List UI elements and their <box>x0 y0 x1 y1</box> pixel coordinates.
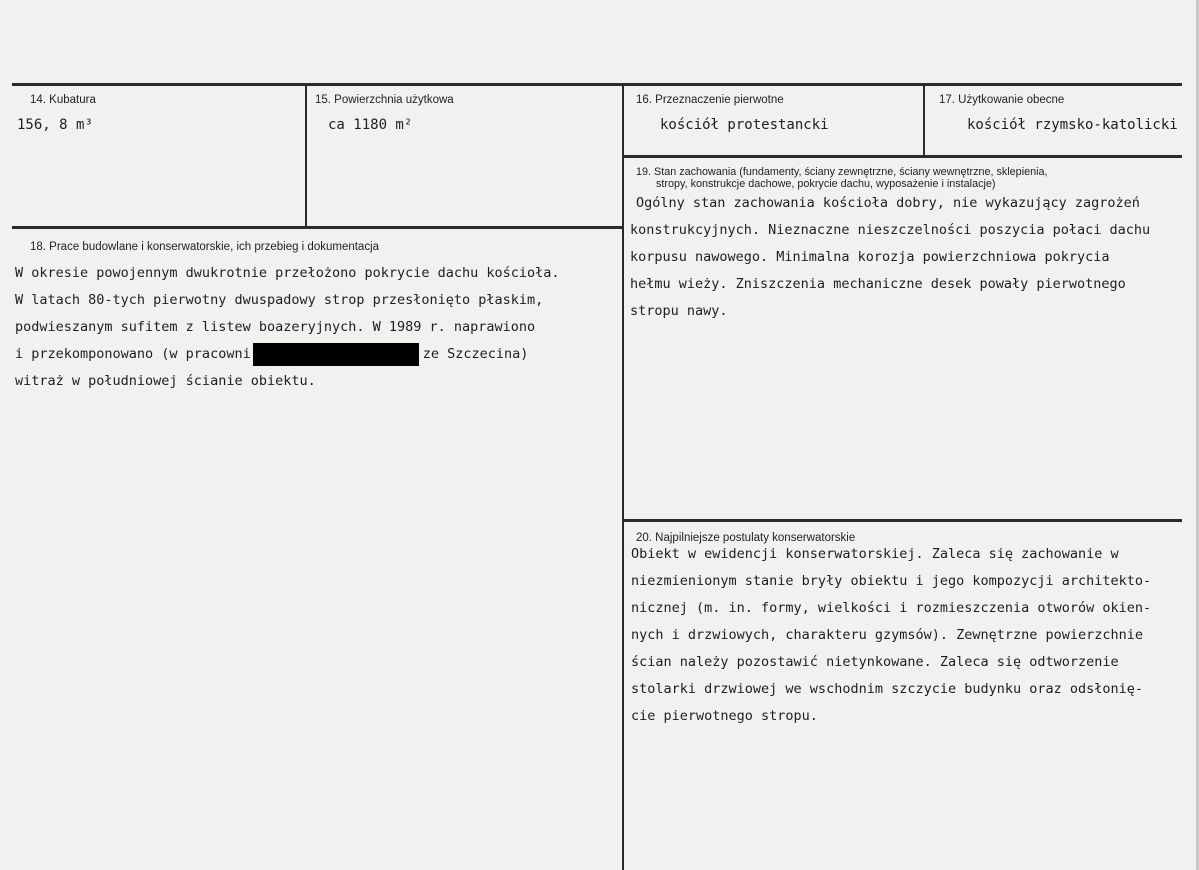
rule-top <box>12 83 1182 86</box>
field-20-line: niezmienionym stanie bryły obiektu i jego kompozycji architekto- <box>631 573 1152 589</box>
field-15-value: ca 1180 m² <box>328 117 413 133</box>
field-18-line: W okresie powojennym dwukrotnie przełożono pokrycie dachu kościoła. <box>15 265 560 281</box>
field-18-label: 18. Prace budowlane i konserwatorskie, ich przebieg i dokumentacja <box>30 241 380 253</box>
field-19-line: stropu nawy. <box>630 303 728 319</box>
field-18-line-part: ze Szczecina) <box>422 346 529 362</box>
field-18-line-part: i przekomponowano (w pracowni <box>15 346 251 362</box>
field-18-line: witraż w południowej ścianie obiektu. <box>15 373 316 389</box>
field-18-line: podwieszanym sufitem z listew boazeryjnych. W 1989 r. naprawiono <box>15 319 536 335</box>
field-18-line-redacted <box>15 341 560 368</box>
field-19-line: konstrukcyjnych. Nieznaczne nieszczelności poszycia połaci dachu <box>630 222 1151 238</box>
field-20-line: cie pierwotnego stropu. <box>631 708 818 724</box>
rule-under-19 <box>624 519 1182 522</box>
field-19-label <box>636 166 1048 190</box>
rule-under-16-17 <box>624 155 1182 158</box>
rule-v-16-17 <box>923 85 925 156</box>
field-20-text <box>631 541 1151 730</box>
field-18-text <box>15 260 560 395</box>
field-15-label: 15. Powierzchnia użytkowa <box>315 94 454 106</box>
field-19-line: Ogólny stan zachowania kościoła dobry, nie wykazujący zagrożeń <box>636 195 1140 211</box>
redaction-box <box>253 343 419 366</box>
field-20-line: Obiekt w ewidencji konserwatorskiej. Zaleca się zachowanie w <box>631 546 1119 562</box>
field-19-label-line: 19. Stan zachowania (fundamenty, ściany zewnętrzne, ściany wewnętrzne, sklepienia, <box>636 166 1048 178</box>
field-16-label: 16. Przeznaczenie pierwotne <box>636 94 784 106</box>
field-17-label: 17. Użytkowanie obecne <box>939 94 1065 106</box>
field-20-line: stolarki drzwiowej we wschodnim szczycie budynku oraz odsłonię- <box>631 681 1144 697</box>
field-20-line: ścian należy pozostawić nietynkowane. Zaleca się odtworzenie <box>631 654 1119 670</box>
field-17-value: kościół rzymsko-katolicki <box>967 117 1178 133</box>
field-20-line: nicznej (m. in. formy, wielkości i rozmieszczenia otworów okien- <box>631 600 1152 616</box>
rule-under-14-15 <box>12 226 624 229</box>
field-20-label: 20. Najpilniejsze postulaty konserwatorskie <box>636 532 856 544</box>
field-14-label: 14. Kubatura <box>30 94 96 106</box>
field-16-value: kościół protestancki <box>660 117 829 133</box>
rule-v-14-15 <box>305 85 307 227</box>
field-20-line: nych i drzwiowych, charakteru gzymsów). Zewnętrzne powierzchnie <box>631 627 1144 643</box>
field-14-value: 156, 8 m³ <box>17 117 93 133</box>
field-19-line: korpusu nawowego. Minimalna korozja powierzchniowa pokrycia <box>630 249 1110 265</box>
field-18-line: W latach 80-tych pierwotny dwuspadowy strop przesłonięto płaskim, <box>15 292 544 308</box>
field-19-label-line: stropy, konstrukcje dachowe, pokrycie dachu, wyposażenie i instalacje) <box>656 178 996 190</box>
field-19-text <box>630 190 1150 325</box>
field-19-line: hełmu wieży. Zniszczenia mechaniczne desek powały pierwotnego <box>630 276 1126 292</box>
rule-v-main <box>622 85 624 870</box>
